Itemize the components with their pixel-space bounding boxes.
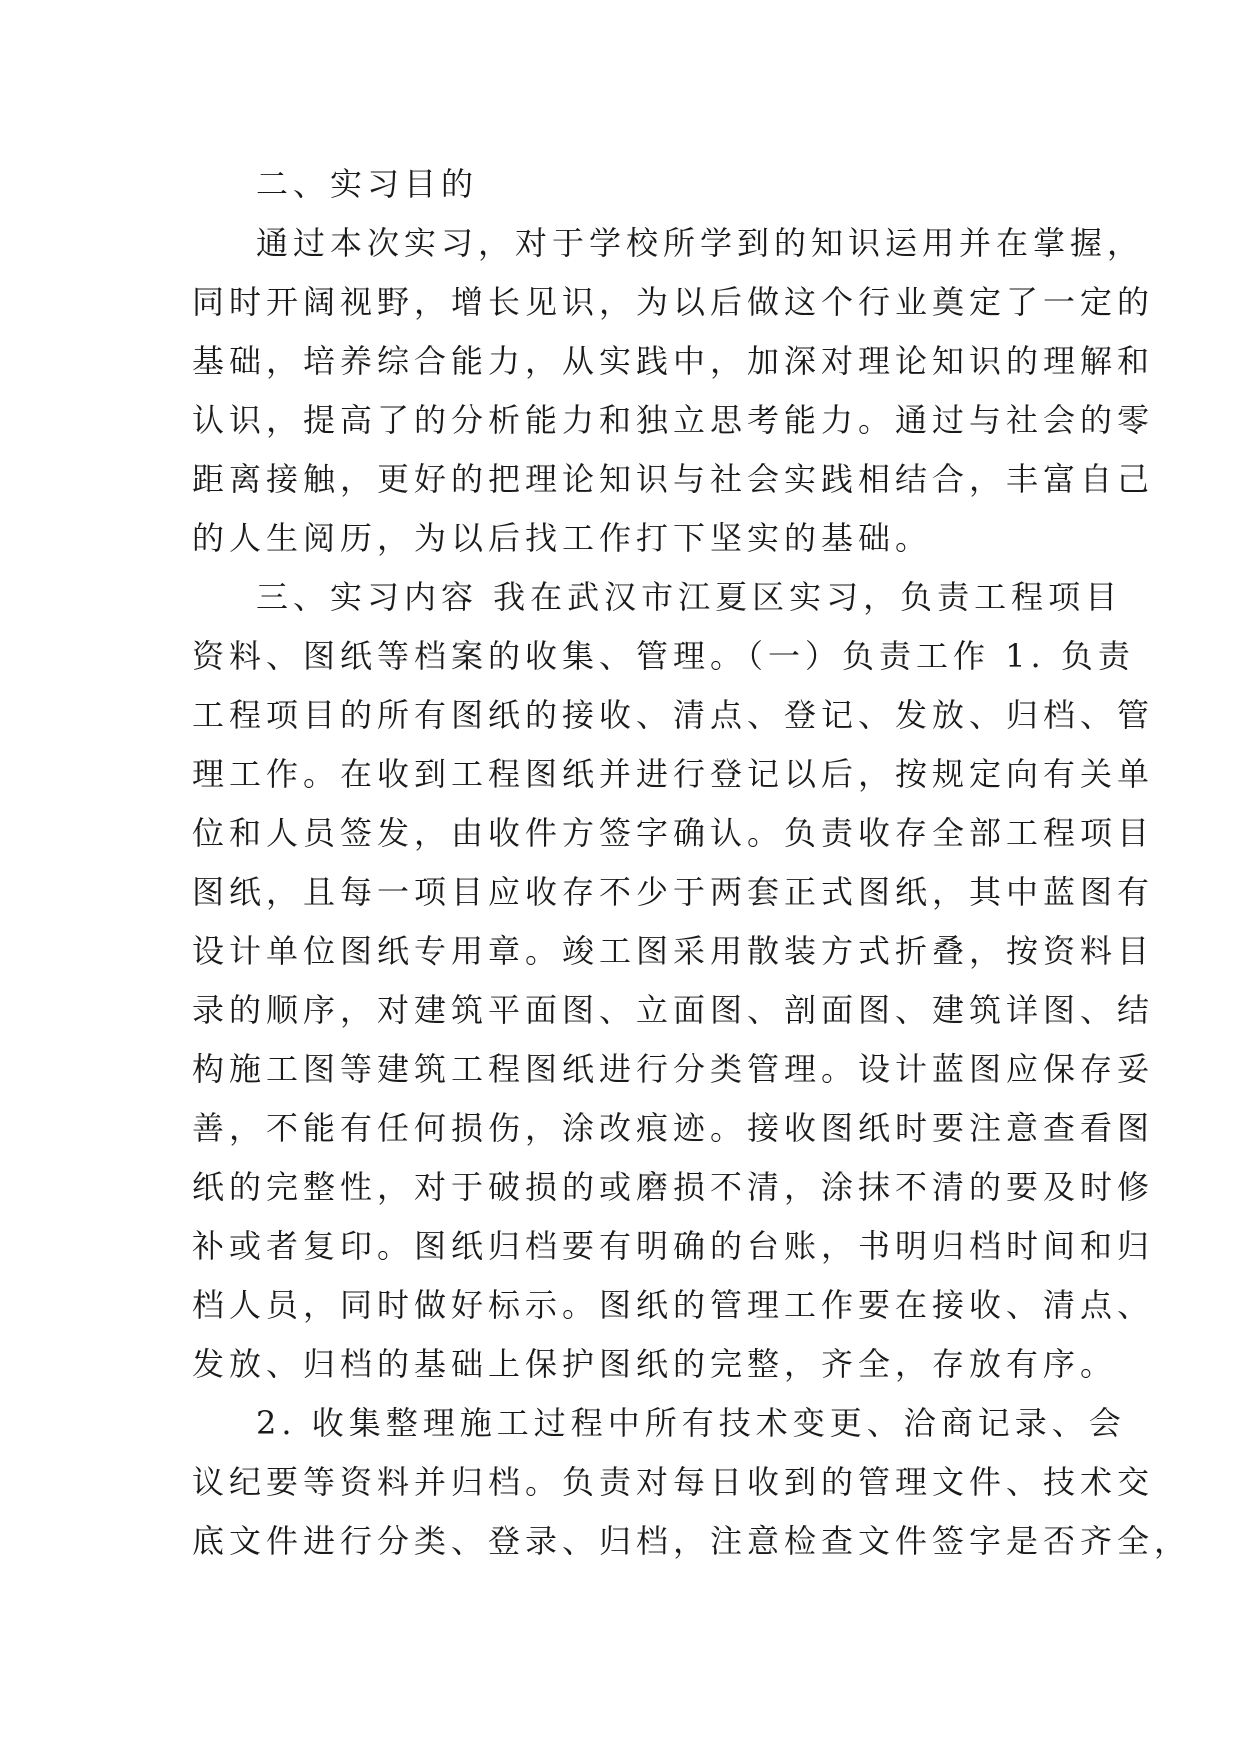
paragraph-line: 通过本次实习，对于学校所学到的知识运用并在掌握， [256, 224, 1145, 262]
paragraph-line: 构施工图等建筑工程图纸进行分类管理。设计蓝图应保存妥 [192, 1050, 1155, 1088]
section-heading-internship-purpose: 二、实习目的 [256, 165, 479, 203]
paragraph-line: 位和人员签发，由收件方签字确认。负责收存全部工程项目 [192, 814, 1155, 852]
paragraph-line: 底文件进行分类、登录、归档，注意检查文件签字是否齐全， [192, 1522, 1192, 1560]
paragraph-line: 档人员，同时做好标示。图纸的管理工作要在接收、清点、 [192, 1286, 1155, 1324]
paragraph-line: 纸的完整性，对于破损的或磨损不清，涂抹不清的要及时修 [192, 1168, 1155, 1206]
paragraph-line: 议纪要等资料并归档。负责对每日收到的管理文件、技术交 [192, 1463, 1155, 1501]
paragraph-line: 善，不能有任何损伤，涂改痕迹。接收图纸时要注意查看图 [192, 1109, 1155, 1147]
paragraph-line: 2. 收集整理施工过程中所有技术变更、洽商记录、会 [256, 1404, 1126, 1442]
paragraph-line: 理工作。在收到工程图纸并进行登记以后，按规定向有关单 [192, 755, 1155, 793]
paragraph-line: 设计单位图纸专用章。竣工图采用散装方式折叠，按资料目 [192, 932, 1155, 970]
paragraph-line: 工程项目的所有图纸的接收、清点、登记、发放、归档、管 [192, 696, 1155, 734]
paragraph-line: 三、实习内容 我在武汉市江夏区实习，负责工程项目 [256, 578, 1123, 616]
paragraph-line: 认识，提高了的分析能力和独立思考能力。通过与社会的零 [192, 401, 1155, 439]
paragraph-line: 资料、图纸等档案的收集、管理。（一）负责工作 1. 负责 [192, 637, 1135, 675]
document-body [192, 155, 1192, 1571]
paragraph-line: 图纸，且每一项目应收存不少于两套正式图纸，其中蓝图有 [192, 873, 1155, 911]
paragraph-line: 距离接触，更好的把理论知识与社会实践相结合，丰富自己 [192, 460, 1155, 498]
paragraph-line: 发放、归档的基础上保护图纸的完整，齐全，存放有序。 [192, 1345, 1118, 1383]
paragraph-line: 同时开阔视野，增长见识，为以后做这个行业奠定了一定的 [192, 283, 1155, 321]
paragraph-line: 基础，培养综合能力，从实践中，加深对理论知识的理解和 [192, 342, 1155, 380]
paragraph-line: 录的顺序，对建筑平面图、立面图、剖面图、建筑详图、结 [192, 991, 1155, 1029]
paragraph-line: 补或者复印。图纸归档要有明确的台账，书明归档时间和归 [192, 1227, 1155, 1265]
paragraph-line: 的人生阅历，为以后找工作打下坚实的基础。 [192, 519, 933, 557]
